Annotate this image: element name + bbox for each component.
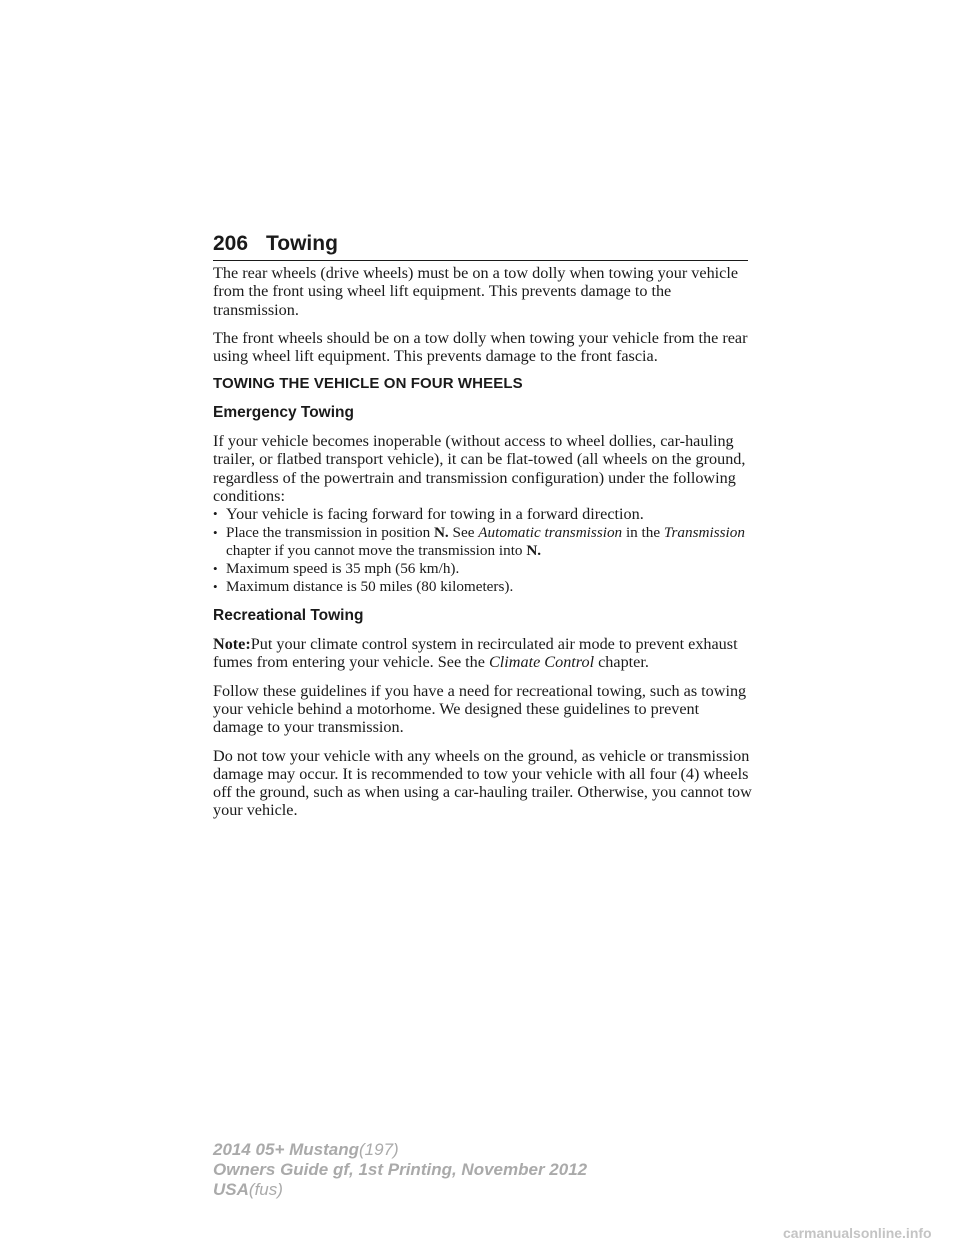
section-title: Towing — [266, 232, 338, 255]
conditions-list — [213, 505, 753, 596]
position-n: N. — [433, 523, 449, 541]
recreational-guidelines: Follow these guidelines if you have a need for recreational towing, such as towing your vehicle behind a motorhome. We designed these guidelines to prevent damage to your transmission. — [213, 681, 747, 737]
ref-automatic-transmission: Automatic transmission — [478, 523, 623, 541]
page-number: 206 — [213, 232, 249, 255]
bullet-icon: • — [213, 579, 218, 595]
paragraph-rear-wheels: The rear wheels (drive wheels) must be on a tow dolly when towing your vehicle from the front using wheel lift equipment. This prevents damage to the transmission. — [213, 264, 739, 319]
list-item: • Your vehicle is facing forward for towing in a forward direction. — [213, 505, 644, 524]
heading-recreational-towing: Recreational Towing — [213, 606, 364, 624]
recreational-note: Note:Put your climate control system in recirculated air mode to prevent exhaust fumes from entering your vehicle. See the Climate Control chapter. — [213, 635, 738, 672]
site-watermark: carmanualsonline.info — [783, 1225, 932, 1241]
position-n: N. — [526, 541, 542, 559]
heading-four-wheels: TOWING THE VEHICLE ON FOUR WHEELS — [213, 375, 523, 393]
ref-transmission: Transmission — [663, 523, 745, 541]
bullet-icon: • — [213, 506, 218, 522]
footer-line-3: USA(fus) — [213, 1180, 283, 1199]
page-header — [213, 232, 748, 261]
paragraph-front-wheels: The front wheels should be on a tow dolly when towing your vehicle from the rear using wheel lift equipment. This prevents damage to the front fascia. — [213, 328, 748, 366]
note-label: Note: — [213, 635, 251, 654]
page-content — [213, 264, 753, 830]
list-item: • Maximum speed is 35 mph (56 km/h). — [213, 560, 460, 578]
heading-emergency-towing: Emergency Towing — [213, 403, 354, 421]
list-item: • Maximum distance is 50 miles (80 kilometers). — [213, 578, 514, 596]
list-item: • Place the transmission in position N. See Automatic transmission in the Transmission chapter if you cannot move the transmission into N. — [213, 523, 745, 559]
bullet-icon: • — [213, 561, 218, 577]
recreational-warning: Do not tow your vehicle with any wheels on the ground, as vehicle or transmission damage may occur. It is recommended to tow your vehicle with all four (4) wheels off the ground, such as when using a car-hauling trailer. Otherwise, you cannot tow your vehicle. — [213, 746, 752, 820]
emergency-intro: If your vehicle becomes inoperable (without access to wheel dollies, car-hauling trailer, or flatbed transport vehicle), it can be flat-towed (all wheels on the ground, regardless of the powertrain and transmission configuration) under the following conditions: — [213, 432, 746, 505]
print-footer — [213, 1140, 587, 1200]
footer-line-1: 2014 05+ Mustang(197) — [213, 1140, 399, 1159]
footer-line-2: Owners Guide gf, 1st Printing, November 2012 — [213, 1160, 588, 1179]
ref-climate-control: Climate Control — [489, 653, 595, 672]
bullet-icon: • — [213, 524, 218, 540]
